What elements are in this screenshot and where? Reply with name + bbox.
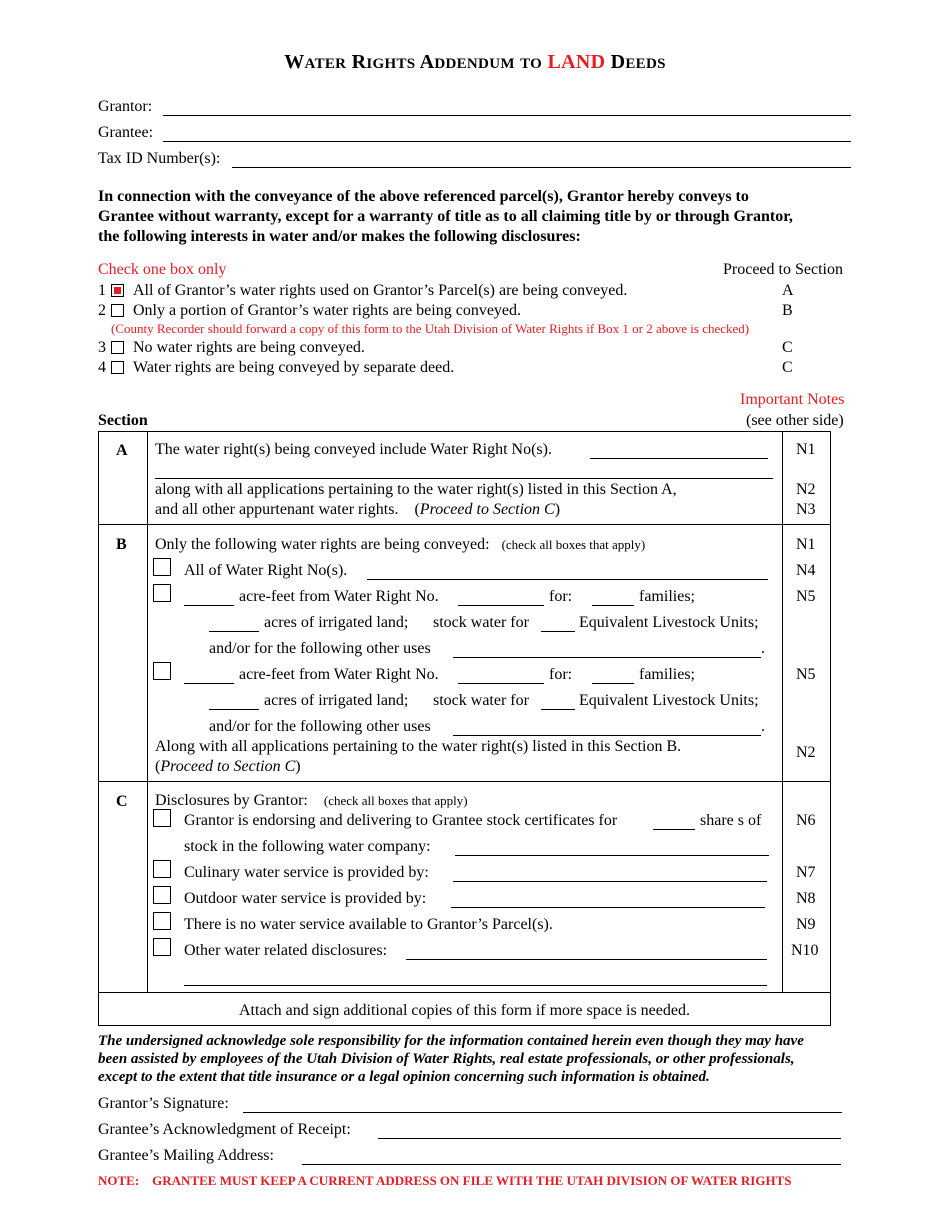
- important-notes-heading: Important Notes: [740, 391, 845, 408]
- section-c-letter: C: [116, 793, 128, 810]
- other-uses-label: and/or for the following other uses: [209, 640, 431, 657]
- families-label: families;: [639, 666, 695, 683]
- option-4-section: C: [782, 359, 793, 376]
- stock-certificates-checkbox[interactable]: [153, 809, 171, 827]
- outdoor-label: Outdoor water service is provided by:: [184, 890, 427, 907]
- note-ref: N5: [796, 666, 816, 683]
- all-water-rights-checkbox[interactable]: [153, 558, 171, 576]
- acknowledgment-line-3: except to the extent that title insurance or a legal opinion concerning such information is obtained.: [98, 1069, 710, 1085]
- other-disclosures-label: Other water related disclosures:: [184, 942, 388, 959]
- culinary-provider-field[interactable]: [453, 881, 767, 882]
- see-other-side: (see other side): [746, 412, 844, 429]
- grantor-signature-field[interactable]: [243, 1112, 842, 1113]
- elu-label: Equivalent Livestock Units;: [579, 692, 759, 709]
- culinary-checkbox[interactable]: [153, 860, 171, 878]
- option-2-checkbox[interactable]: [111, 304, 124, 317]
- stock-water-label: stock water for: [433, 614, 529, 631]
- section-b-letter: B: [116, 536, 127, 553]
- irrigated-label: acres of irrigated land;: [264, 692, 409, 709]
- proceed-header: Proceed to Section: [723, 261, 843, 278]
- recorder-note: (County Recorder should forward a copy of this form to the Utah Division of Water Rights if Box 1 or 2 above is checked): [111, 321, 750, 336]
- grantor-field[interactable]: [163, 115, 851, 116]
- option-1-text: All of Grantor’s water rights used on Grantor’s Parcel(s) are being conveyed.: [133, 282, 628, 299]
- other-uses-field[interactable]: [453, 657, 761, 658]
- note-ref: N7: [796, 864, 816, 881]
- families-field[interactable]: [592, 683, 634, 684]
- grantor-signature-label: Grantor’s Signature:: [98, 1095, 229, 1112]
- grantor-label: Grantor:: [98, 98, 153, 115]
- intro-line-3: the following interests in water and/or makes the following disclosures:: [98, 228, 581, 245]
- section-a-line2: along with all applications pertaining to the water right(s) listed in this Section A,: [155, 481, 677, 498]
- acre-feet-field[interactable]: [184, 683, 234, 684]
- elu-label: Equivalent Livestock Units;: [579, 614, 759, 631]
- option-number: 1: [98, 282, 106, 299]
- water-company-field[interactable]: [455, 855, 769, 856]
- other-disclosures-field-2[interactable]: [184, 985, 767, 986]
- tax-id-field[interactable]: [232, 167, 851, 168]
- note-ref: N1: [796, 536, 816, 553]
- intro-line-2: Grantee without warranty, except for a warranty of title as to all claiming title by or through Grantor,: [98, 208, 793, 225]
- note-ref: N5: [796, 588, 816, 605]
- all-water-right-field[interactable]: [367, 579, 768, 580]
- water-right-numbers-field[interactable]: [590, 458, 768, 459]
- irrigated-acres-field[interactable]: [209, 709, 259, 710]
- tax-id-label: Tax ID Number(s):: [98, 150, 221, 167]
- acknowledgment-line-2: been assisted by employees of the Utah Division of Water Rights, real estate professionals, or other professionals,: [98, 1051, 795, 1067]
- irrigated-acres-field[interactable]: [209, 631, 259, 632]
- families-label: families;: [639, 588, 695, 605]
- other-uses-label: and/or for the following other uses: [209, 718, 431, 735]
- section-a-line3: and all other appurtenant water rights. (Proceed to Section C): [155, 501, 561, 518]
- option-2-text: Only a portion of Grantor’s water rights are being conveyed.: [133, 302, 522, 319]
- for-label: for:: [549, 588, 573, 605]
- option-4-text: Water rights are being conveyed by separate deed.: [133, 359, 455, 376]
- option-3-text: No water rights are being conveyed.: [133, 339, 365, 356]
- acre-feet-field[interactable]: [184, 605, 234, 606]
- period: .: [761, 640, 765, 657]
- grantee-address-field[interactable]: [302, 1164, 841, 1165]
- water-company-label: stock in the following water company:: [184, 838, 431, 855]
- shares-of-label: share s of: [700, 812, 762, 829]
- note-ref: N3: [796, 501, 816, 518]
- option-number: 2: [98, 302, 106, 319]
- culinary-label: Culinary water service is provided by:: [184, 864, 429, 881]
- acre-feet-label: acre-feet from Water Right No.: [239, 666, 439, 683]
- option-3-checkbox[interactable]: [111, 341, 124, 354]
- note-ref: N8: [796, 890, 816, 907]
- water-right-numbers-field-2[interactable]: [155, 478, 773, 479]
- water-right-no-field[interactable]: [458, 605, 544, 606]
- footer-note: NOTE: GRANTEE MUST KEEP A CURRENT ADDRESS ON FILE WITH THE UTAH DIVISION OF WATER RIGHTS: [98, 1173, 792, 1188]
- option-2-section: B: [782, 302, 793, 319]
- stock-water-label: stock water for: [433, 692, 529, 709]
- section-column-label: Section: [98, 412, 148, 429]
- section-b-intro: Only the following water rights are being conveyed: (check all boxes that apply): [155, 536, 646, 553]
- option-number: 4: [98, 359, 106, 376]
- grantee-ack-label: Grantee’s Acknowledgment of Receipt:: [98, 1121, 351, 1138]
- period: .: [761, 718, 765, 735]
- outdoor-checkbox[interactable]: [153, 886, 171, 904]
- option-1-checkbox[interactable]: [111, 284, 124, 297]
- acknowledgment-line-1: The undersigned acknowledge sole responsibility for the information contained herein even though they may have: [98, 1033, 804, 1049]
- section-a-line1: The water right(s) being conveyed include Water Right No(s).: [155, 441, 552, 458]
- note-ref: N2: [796, 744, 816, 761]
- option-3-section: C: [782, 339, 793, 356]
- grantee-field[interactable]: [163, 141, 851, 142]
- elu-field[interactable]: [541, 709, 575, 710]
- grantee-ack-field[interactable]: [378, 1138, 841, 1139]
- families-field[interactable]: [592, 605, 634, 606]
- grantee-label: Grantee:: [98, 124, 154, 141]
- note-ref: N2: [796, 481, 816, 498]
- section-c-intro: Disclosures by Grantor: (check all boxes that apply): [155, 792, 468, 809]
- section-b-proceed: (Proceed to Section C): [155, 758, 301, 775]
- outdoor-provider-field[interactable]: [451, 907, 765, 908]
- option-1-section: A: [782, 282, 794, 299]
- all-of-water-right-label: All of Water Right No(s).: [184, 562, 348, 579]
- shares-field[interactable]: [653, 829, 695, 830]
- intro-line-1: In connection with the conveyance of the above referenced parcel(s), Grantor hereby conveys to: [98, 188, 749, 205]
- other-disclosures-checkbox[interactable]: [153, 938, 171, 956]
- stock-cert-label: Grantor is endorsing and delivering to Grantee stock certificates for: [184, 812, 618, 829]
- note-ref: N10: [791, 942, 819, 959]
- irrigated-label: acres of irrigated land;: [264, 614, 409, 631]
- title-land: LAND: [547, 51, 606, 73]
- water-right-no-field[interactable]: [458, 683, 544, 684]
- section-a-letter: A: [116, 442, 128, 459]
- acre-feet-label: acre-feet from Water Right No.: [239, 588, 439, 605]
- attach-note: Attach and sign additional copies of this form if more space is needed.: [239, 1002, 690, 1019]
- option-number: 3: [98, 339, 106, 356]
- elu-field[interactable]: [541, 631, 575, 632]
- grantee-address-label: Grantee’s Mailing Address:: [98, 1147, 274, 1164]
- note-ref: N4: [796, 562, 816, 579]
- partial-right-1-checkbox[interactable]: [153, 584, 171, 602]
- no-service-label: There is no water service available to Grantor’s Parcel(s).: [184, 916, 553, 933]
- section-b-applications: Along with all applications pertaining to the water right(s) listed in this Section B.: [155, 738, 682, 755]
- for-label: for:: [549, 666, 573, 683]
- note-ref: N1: [796, 441, 816, 458]
- no-service-checkbox[interactable]: [153, 912, 171, 930]
- other-uses-field[interactable]: [453, 735, 761, 736]
- note-ref: N9: [796, 916, 816, 933]
- page-title: WATER RIGHTS ADDENDUM TO LAND DEEDS: [284, 51, 666, 73]
- note-ref: N6: [796, 812, 816, 829]
- check-one-instruction: Check one box only: [98, 261, 227, 278]
- other-disclosures-field[interactable]: [406, 959, 767, 960]
- partial-right-2-checkbox[interactable]: [153, 662, 171, 680]
- option-4-checkbox[interactable]: [111, 361, 124, 374]
